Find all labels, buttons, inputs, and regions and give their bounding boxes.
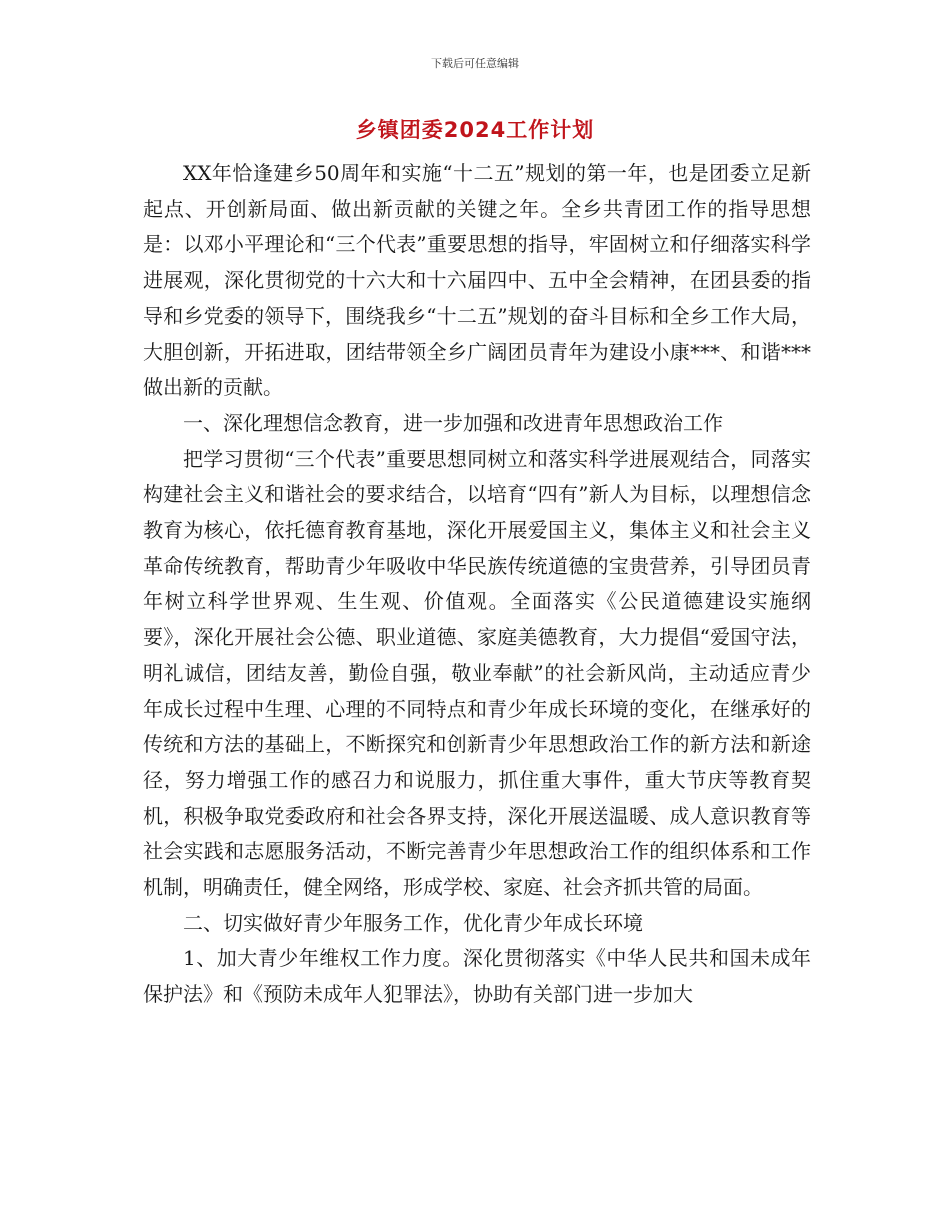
- document-body: [143, 156, 811, 1013]
- paragraph-item-1: 1、加大青少年维权工作力度。深化贯彻落实《中华人民共和国未成年保护法》和《预防未成年人犯罪法》，协助有关部门进一步加大: [143, 946, 811, 1007]
- header-note: 下载后可任意编辑: [431, 57, 519, 70]
- document-title: 乡镇团委2024工作计划: [355, 118, 595, 142]
- paragraph-section-1: 把学习贯彻“三个代表”重要思想同树立和落实科学进展观结合，同落实构建社会主义和谐社会的要求结合，以培育“四有”新人为目标，以理想信念教育为核心，依托德育教育基地，深化开展爱国主义，集体主义和社会主义革命传统教育，帮助青少年吸收中华民族传统道德的宝贵营养，引导团员青年树立科学世界观、生生观、价值观。全面落实《公民道德建设实施纲要》，深化开展社会公德、职业道德、家庭美德教育，大力提倡“爱国守法，明礼诚信，团结友善，勤俭自强，敬业奉献”的社会新风尚，主动适应青少年成长过程中生理、心理的不同特点和青少年成长环境的变化，在继承好的传统和方法的基础上，不断探究和创新青少年思想政治工作的新方法和新途径，努力增强工作的感召力和说服力，抓住重大事件，重大节庆等教育契机，积极争取党委政府和社会各界支持，深化开展送温暖、成人意识教育等社会实践和志愿服务活动，不断完善青少年思想政治工作的组织体系和工作机制，明确责任，健全网络，形成学校、家庭、社会齐抓共管的局面。: [143, 446, 811, 900]
- paragraph-intro: XX年恰逢建乡50周年和实施“十二五”规划的第一年，也是团委立足新起点、开创新局面、做出新贡献的关键之年。全乡共青团工作的指导思想是：以邓小平理论和“三个代表”重要思想的指导，牢固树立和仔细落实科学进展观，深化贯彻党的十六大和十六届四中、五中全会精神，在团县委的指导和乡党委的领导下，围绕我乡“十二五”规划的奋斗目标和全乡工作大局，大胆创新，开拓进取，团结带领全乡广阔团员青年为建设小康***、和谐***做出新的贡献。: [143, 161, 811, 400]
- section-heading-2: 二、切实做好青少年服务工作，优化青少年成长环境: [183, 910, 643, 935]
- section-heading-1: 一、深化理想信念教育，进一步加强和改进青年思想政治工作: [183, 410, 723, 435]
